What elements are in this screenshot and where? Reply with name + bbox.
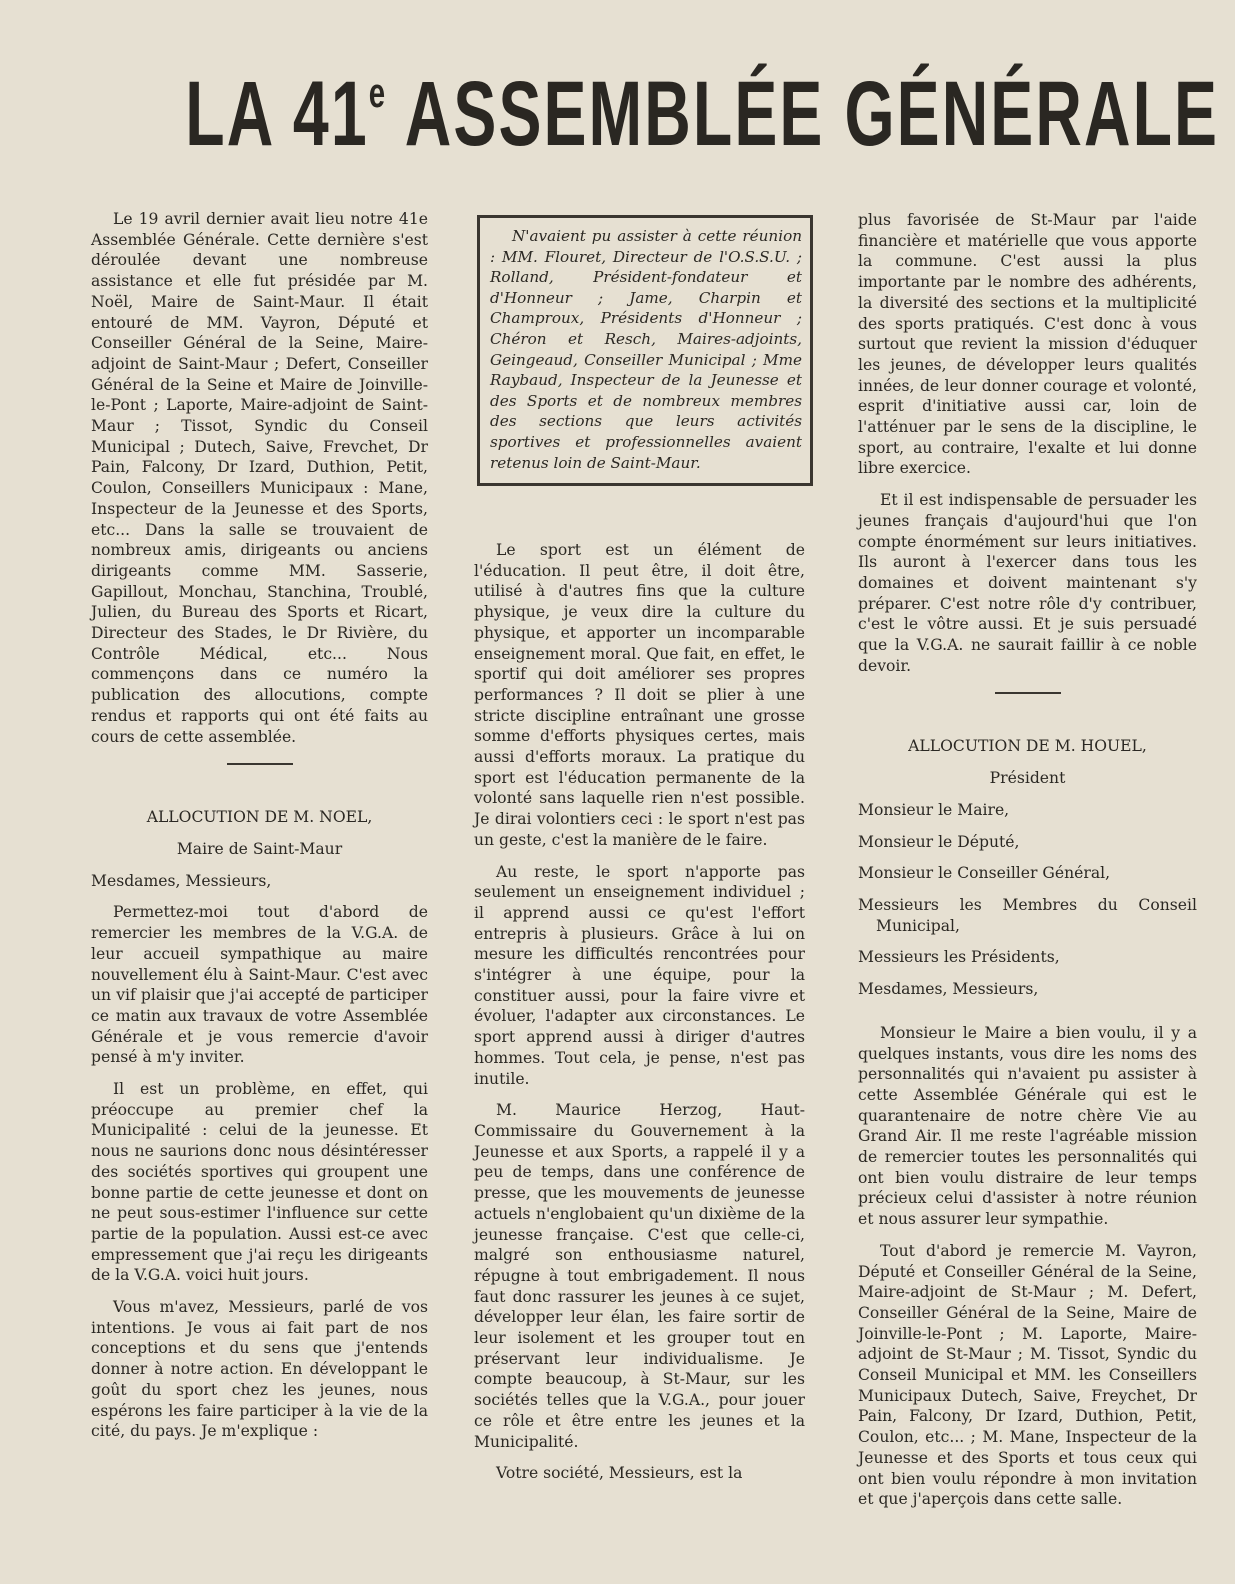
salutation-line: Messieurs les Membres du Conseil Municipal,: [858, 895, 1197, 935]
paragraph: Votre société, Messieurs, est la: [496, 1464, 743, 1483]
salutation-line: Monsieur le Maire,: [858, 800, 1010, 819]
paragraph: Monsieur le Maire a bien voulu, il y a quelques instants, vous dire les noms des personnalités qui n'avaient pu assister à cette Assemblée Générale qui est le quarantenaire de notre chère Vie au Grand Air. Il me reste l'agréable mission de remercier toutes les personnalités qui ont bien voulu distraire de leur temps précieux celui d'assister à notre réunion et nous assurer leur sympathie.: [858, 1023, 1197, 1229]
column-middle: [474, 540, 805, 1495]
salutation-line: Mesdames, Messieurs,: [858, 980, 1039, 999]
intro-paragraph: Le 19 avril dernier avait lieu notre 41e Assemblée Générale. Cette dernière s'est déroulée devant une nombreuse assistance et elle fut présidée par M. Noël, Maire de Saint-Maur. Il était entouré de MM. Vayron, Député et Conseiller Général de la Seine, Maire-adjoint de Saint-Maur ; Defert, Conseiller Général de la Seine et Maire de Joinville-le-Pont ; Laporte, Maire-adjoint de Saint-Maur ; Tissot, Syndic du Conseil Municipal ; Dutech, Saive, Frevchet, Dr Pain, Falcony, Dr Izard, Duthion, Petit, Coulon, Conseillers Municipaux : Mane, Inspecteur de la Jeunesse et des Sports, etc... Dans la salle se trouvaient de nombreux amis, dirigeants ou anciens dirigeants comme MM. Sasserie, Gapillout, Monchau, Stanchina, Troublé, Julien, du Bureau des Sports et Ricart, Directeur des Stades, le Dr Rivière, du Contrôle Médical, etc... Nous commençons dans ce numéro la publication des allocutions, compte rendus et rapports qui ont été faits au cours de cette assemblée.: [91, 210, 428, 746]
title-superscript: e: [368, 69, 388, 116]
column-left: [91, 209, 428, 1453]
page-title: [185, 63, 1220, 165]
paragraph: Le sport est un élément de l'éducation. Il peut être, il doit être, utilisé à d'autres fins que la culture physique, je veux dire la culture du physique, et apporter un incomparable enseignement moral. Que fait, en effet, le sportif qui doit améliorer ses propres performances ? Il doit se plier à une stricte discipline entraînant une grosse somme d'efforts physiques certes, mais aussi d'efforts moraux. La pratique du sport est l'éducation permanente de la volonté sans laquelle rien n'est possible. Je dirai volontiers ceci : le sport n'est pas un geste, c'est la manière de le faire.: [474, 541, 805, 849]
paragraph: Il est un problème, en effet, qui préoccupe au premier chef la Municipalité : celui de la jeunesse. Et nous ne saurions donc nous désintéresser des sociétés sportives qui groupent une bonne partie de cette jeunesse et dont on ne peut sous-estimer l'influence sur cette partie de la population. Aussi est-ce avec empressement que j'ai reçu les dirigeants de la V.G.A. voici huit jours.: [91, 1080, 428, 1285]
paragraph: Vous m'avez, Messieurs, parlé de vos intentions. Je vous ai fait part de nos conceptions et du sens que j'entends donner à notre action. En développant le goût du sport chez les jeunes, nous espérons les faire participer à la vie de la cité, du pays. Je m'explique :: [91, 1298, 428, 1441]
section-divider: [227, 763, 293, 765]
section-subheading-houel: Président: [989, 769, 1066, 788]
title-part-1: LA 41: [185, 63, 369, 165]
paragraph: plus favorisée de St-Maur par l'aide financière et matérielle que vous apporte la commune. C'est aussi la plus importante par le nombre des adhérents, la diversité des sections et la multiplicité des sports pratiqués. C'est donc à vous surtout que revient la mission d'éduquer les jeunes, de développer leurs qualités innées, de leur donner courage et volonté, esprit d'initiative aussi car, loin de l'atténuer par le sens de la discipline, le sport, au contraire, l'exalte et lui donne libre exercice.: [858, 211, 1197, 478]
spacer: [858, 1011, 1197, 1023]
title-part-2: ASSEMBLÉE GÉNÉRALE: [387, 63, 1220, 165]
salutation-line: Monsieur le Député,: [858, 832, 1020, 851]
section-heading-houel: ALLOCUTION DE M. HOUEL,: [908, 737, 1147, 756]
salutation: Mesdames, Messieurs,: [91, 871, 272, 890]
absentees-box: [477, 215, 813, 486]
salutation-line: Messieurs les Présidents,: [858, 948, 1060, 967]
section-heading-noel: ALLOCUTION DE M. NOEL,: [146, 808, 373, 827]
absentees-text: N'avaient pu assister à cette réunion : MM. Flouret, Directeur de l'O.S.S.U. ; Rolland, Président-fondateur et d'Honneur ; Jame, Charpin et Champroux, Présidents d'Honneur ; Chéron et Resch, Maires-adjoints, Geingeaud, Conseiller Municipal ; Mme Raybaud, Inspecteur de la Jeunesse et des Sports et de nombreux membres des sections que leurs activités sportives et professionnelles avaient retenus loin de Saint-Maur.: [490, 227, 802, 472]
column-right: [858, 210, 1197, 1521]
paragraph: Permettez-moi tout d'abord de remercier les membres de la V.G.A. de leur accueil sympathique au maire nouvellement élu à Saint-Maur. C'est avec un vif plaisir que j'ai accepté de participer ce matin aux travaux de votre Assemblée Générale et je vous remercie d'avoir pensé à m'y inviter.: [91, 903, 428, 1067]
salutation-line: Monsieur le Conseiller Général,: [858, 864, 1111, 883]
section-subheading-noel: Maire de Saint-Maur: [176, 839, 343, 858]
section-divider: [995, 692, 1061, 694]
paragraph: M. Maurice Herzog, Haut-Commissaire du Gouvernement à la Jeunesse et aux Sports, a rappelé il y a peu de temps, dans une conférence de presse, que les mouvements de jeunesse actuels n'englobaient qu'un dixième de la jeunesse française. C'est que celle-ci, malgré son enthousiasme naturel, répugne à tout embrigadement. Il nous faut donc rassurer les jeunes à ce sujet, développer leur élan, les faire sortir de leur isolement et les grouper tout en préservant leur individualisme. Je compte beaucoup, à St-Maur, sur les sociétés telles que la V.G.A., pour jouer ce rôle et être entre les jeunes et la Municipalité.: [474, 1101, 805, 1451]
paragraph: Tout d'abord je remercie M. Vayron, Député et Conseiller Général de la Seine, Maire-adjoint de St-Maur ; M. Defert, Conseiller Général de la Seine, Maire de Joinville-le-Pont ; M. Laporte, Maire-adjoint de St-Maur ; M. Tissot, Syndic du Conseil Municipal et MM. les Conseillers Municipaux Dutech, Saive, Freychet, Dr Pain, Falcony, Dr Izard, Duthion, Petit, Coulon, etc... ; M. Mane, Inspecteur de la Jeunesse et des Sports et tous ceux qui ont bien voulu répondre à mon invitation et que j'aperçois dans cette salle.: [858, 1241, 1197, 1509]
paragraph: Au reste, le sport n'apporte pas seulement un enseignement individuel ; il apprend aussi ce qu'est l'effort entrepris à plusieurs. Grâce à lui on mesure les difficultés rencontrées pour s'intégrer à une équipe, pour la constituer aussi, pour la faire vivre et évoluer, l'adapter aux circonstances. Le sport apprend aussi à diriger d'autres hommes. Tout cela, je pense, n'est pas inutile.: [474, 862, 805, 1088]
paragraph: Et il est indispensable de persuader les jeunes français d'aujourd'hui que l'on compte énormément sur leurs initiatives. Ils auront à l'exercer dans tous les domaines et doivent maintenant s'y préparer. C'est notre rôle d'y contribuer, c'est le vôtre aussi. Et je suis persuadé que la V.G.A. ne saurait faillir à ce noble devoir.: [858, 491, 1197, 675]
